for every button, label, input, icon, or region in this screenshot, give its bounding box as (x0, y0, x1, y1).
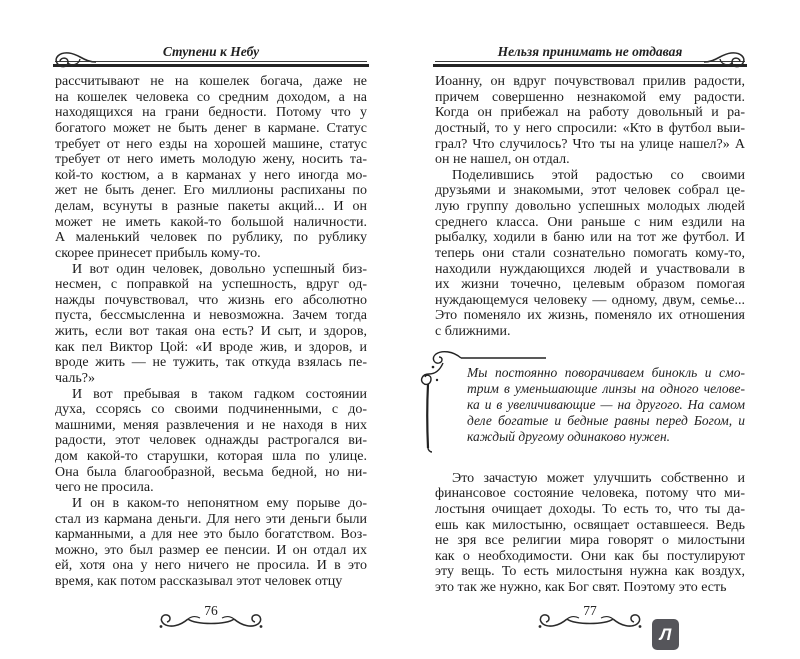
text-line: грал? Что случилось? Что ты на улице нашел?» А (435, 136, 745, 152)
text-line: он не нашел, он отдал. (435, 152, 570, 168)
text-line: ешь как милостыню, освящает оставшееся. Ведь (435, 517, 745, 533)
text-line: вроде жить — не тужить, так откуда взялась пе- (55, 355, 367, 371)
header-rule-thin (55, 61, 367, 62)
text-line: достный, то у него спросили: «Кто в футбол выи- (435, 120, 745, 136)
text-line: как пел Виктор Цой: «И вроде жив, и здоров, и (55, 339, 367, 355)
text-line: теперь они стали сознательно помогать кому-то, (435, 245, 745, 261)
text-line: чаль?» (55, 370, 95, 386)
quote-flourish-icon (413, 350, 547, 458)
left-page (55, 44, 367, 618)
footer-ornament-icon (534, 609, 646, 637)
text-line: не зря все религии мира говорят о милостыни (435, 533, 745, 549)
text-line: находящихся на грани бедности. Потому что у (55, 105, 367, 121)
header-rule-thin (435, 61, 745, 62)
text-line: Поделившись этой радостью со своими (452, 167, 745, 183)
text-line: духа, ссорясь со своими подчиненными, с до- (55, 402, 367, 418)
text-line: карманными, а для нее это было богатством. Воз- (55, 527, 367, 543)
right-running-head (435, 44, 745, 72)
text-line: делам, всунуты в разные пакеты акций... И он (55, 199, 367, 214)
text-line: причем совершенно незнакомой ему радости. (435, 89, 745, 105)
left-running-head (55, 44, 367, 72)
text-line: чего не просила. (55, 480, 154, 496)
right-header-title: Нельзя принимать не отдавая (497, 44, 683, 59)
text-line: среднего класса. Они раньше с ним ездили на (435, 214, 745, 230)
right-page-footer (435, 600, 745, 644)
text-line: И он в каком-то непонятном ему порыве до- (72, 495, 367, 511)
text-line: лостыня очищает доходы. То есть то, что ты да- (435, 501, 745, 517)
text-line: может не иметь какой-то большой наличности. (55, 214, 367, 230)
text-line: стал из кармана деньги. Для него эти деньги были (55, 511, 367, 527)
text-line: скорее принесет прибыль кому-то. (55, 245, 261, 261)
text-line: их жизни точечно, целевым образом помогая (435, 277, 745, 293)
right-page-text-bottom (435, 471, 745, 596)
text-line: рыбалку, ходили в баню или на тот же футбол. И (435, 230, 745, 246)
labirint-watermark-logo: Л (652, 619, 679, 650)
text-line: жет не быть денег. Его миллионы распиханы по (55, 183, 367, 199)
text-line: дом какой-то старушки, которая шла по улице. (55, 449, 367, 464)
text-line: пуста, бессмысленна и невозможна. Зачем тогда (55, 308, 367, 324)
text-line: финансовое состояние человека, потому что ми- (435, 486, 745, 502)
left-page-text (55, 74, 367, 590)
text-line: находили нуждающихся людей и участвовали в (435, 261, 745, 277)
text-line: можно, это был размер ее пенсии. И он отдал их (55, 542, 367, 558)
footer-ornament-icon (155, 609, 267, 637)
text-line: с ближними. (435, 324, 511, 339)
header-rule-thick (433, 64, 747, 67)
paragraph (55, 496, 367, 590)
text-line: нажды почувствовал, что жизнь его абсолютно (55, 292, 367, 308)
text-line: жить, если вот такая она есть? И сыт, и здоров, (55, 324, 367, 339)
text-line: Мы постоянно поворачиваем бинокль и смо- (467, 364, 745, 380)
text-line: кой-то костюм, а в карманах у него иногда мо- (55, 167, 367, 183)
text-line: требует от него иметь молодую жену, носить та- (55, 152, 367, 168)
text-line: машними, меняя развлечения и не находя в них (55, 417, 367, 433)
paragraph (55, 262, 367, 387)
text-line: это так же нужно, как Бог свят. Поэтому это есть (435, 580, 727, 596)
text-line: как о необходимости. Они как бы постулируют (435, 548, 745, 564)
text-line: Это зачастую может улучшить собственно и (452, 470, 745, 486)
paragraph (435, 74, 745, 168)
text-line: богатого может не быть денег в кармане. Статус (55, 120, 367, 136)
right-page-text-top (435, 74, 745, 340)
text-line: Она была благообразной, весьма бедной, но ни- (55, 464, 367, 480)
right-page-number: 77 (583, 603, 597, 618)
pull-quote (435, 358, 745, 446)
text-line: И вот пребывая в таком гадком состоянии (72, 386, 367, 402)
text-line: А маленький человек по рублику, по рублику (55, 230, 367, 246)
text-line: несмен, с поправкой на успешность, вдруг од- (55, 277, 367, 293)
text-line: Это поменяло их жизнь, поменяло их отношения (435, 308, 745, 324)
text-line: И вот один человек, довольно успешный биз- (72, 261, 367, 277)
text-line: деле богатые и бедные равны перед Богом, и (467, 413, 745, 429)
paragraph (435, 168, 745, 340)
text-line: лую группу довольно успешных молодых людей (435, 199, 745, 214)
text-line: рассчитывают не на кошелек богача, даже не (55, 74, 367, 89)
text-line: Иоанну, он вдруг почувствовал прилив радости, (435, 74, 745, 89)
text-line: радости, этот человек однажды растрогался ви- (55, 433, 367, 449)
left-header-title: Ступени к Небу (162, 44, 260, 59)
header-flourish-icon (52, 49, 96, 73)
text-line: каждый другому одинаково нужен. (467, 429, 671, 445)
paragraph (435, 471, 745, 596)
text-line: нуждающемуся человеку — одному, двум, семье... (435, 292, 745, 308)
text-line: ка и в увеличивающие — на другого. На самом (467, 397, 745, 413)
text-line: эту вещь. То есть милостыня нужна как воздух, (435, 564, 745, 580)
header-flourish-icon (704, 49, 748, 73)
header-rule-thick (53, 64, 369, 67)
text-line: трим в уменьшающие линзы на одного челове- (467, 380, 745, 396)
text-line: Когда он прибежал на работу довольный и ра- (435, 105, 745, 121)
text-line: друзьями и знакомыми, этот человек собрал це- (435, 183, 745, 199)
right-page (435, 44, 745, 618)
text-line: время, как потом рассказывал этот человек отцу (55, 574, 343, 589)
paragraph (55, 387, 367, 496)
left-page-number: 76 (204, 603, 218, 618)
text-line: ей, хотя она у него ничего не просила. И в это (55, 558, 367, 574)
text-line: требует от него езды на хорошей машине, статус (55, 136, 367, 152)
left-page-footer (55, 600, 367, 644)
paragraph (55, 74, 367, 262)
text-line: на кошелек человека со средним доходом, а на (55, 89, 367, 105)
